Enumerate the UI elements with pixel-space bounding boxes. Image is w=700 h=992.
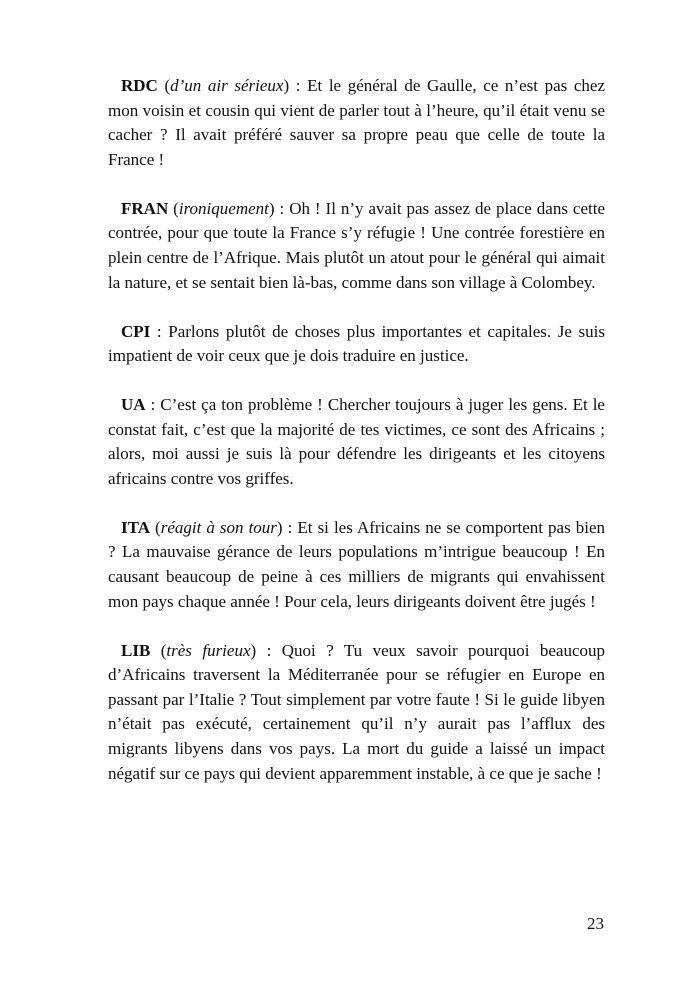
dialogue-text: C’est ça ton problème ! Chercher toujours à juger les gens. Et le constat fait, c’est que la majorité de tes victimes, ce sont des Africains ; alors, moi aussi je suis là pour défendre les dirigeants et les citoyens africains contre vos griffes. [108,395,605,488]
speaker-name: FRAN [121,198,169,218]
stage-direction: très furieux [166,640,251,660]
speaker-name: LIB [121,640,151,660]
dialogue-text: Oh ! Il n’y avait pas assez de place dans cette contrée, pour que toute la France s’y réfugie ! Une contrée forestière en plein centre de l’Afrique. Mais plutôt un atout pour le général qui aimait la nature, et se sentait bien là-bas, comme dans son village à Colombey. [108,198,605,292]
speaker-name: RDC [121,76,158,95]
stage-direction: d’un air sérieux [170,76,284,95]
stage-direction: ironiquement [178,198,269,218]
dialogue-body [108,74,605,811]
dialogue-paragraph: ITA (réagit à son tour) : Et si les Africains ne se comportent pas bien ? La mauvaise gérance de leurs populations m’intrigue beaucoup ! En causant beaucoup de peine à ces milliers de migrants qui envahissent mon pays chaque année ! Pour cela, leurs dirigeants doivent être jugés ! [108,517,606,611]
dialogue-paragraph: CPI : Parlons plutôt de choses plus importantes et capitales. Je suis impatient de voir ceux que je dois traduire en justice. [108,321,605,366]
speaker-name: CPI [121,321,151,341]
dialogue-paragraph: RDC (d’un air sérieux) : Et le général de Gaulle, ce n’est pas chez mon voisin et cousin qui vient de parler tout à l’heure, qu’il était venu se cacher ? Il avait préféré sauver sa propre peau que celle de toute la France ! [108,76,605,169]
dialogue-text: Quoi ? Tu veux savoir pourquoi beaucoup d’Africains traversent la Méditerranée pour se réfugier en Europe en passant par l’Italie ? Tout simplement par votre faute ! Si le guide libyen n’était pas exécuté, certainement qu’il n’y aurait pas l’afflux des migrants libyens dans vos pays. La mort du guide a laissé un impact négatif sur ce pays qui devient apparemment instable, à ce que je sache ! [108,640,606,783]
stage-direction: réagit à son tour [160,517,277,537]
page-number: 23 [587,914,604,933]
dialogue-text: Et si les Africains ne se comportent pas bien ? La mauvaise gérance de leurs populations m’intrigue beaucoup ! En causant beaucoup de peine à ces milliers de migrants qui envahissent mon pays chaque année ! Pour cela, leurs dirigeants doivent être jugés ! [108,517,606,611]
dialogue-paragraph: LIB (très furieux) : Quoi ? Tu veux savoir pourquoi beaucoup d’Africains traversent la Méditerranée pour se réfugier en Europe en passant par l’Italie ? Tout simplement par votre faute ! Si le guide libyen n’était pas exécuté, certainement qu’il n’y aurait pas l’afflux des migrants libyens dans vos pays. La mort du guide a laissé un impact négatif sur ce pays qui devient apparemment instable, à ce que je sache ! [108,640,606,783]
dialogue-paragraph: FRAN (ironiquement) : Oh ! Il n’y avait pas assez de place dans cette contrée, pour que toute la France s’y réfugie ! Une contrée forestière en plein centre de l’Afrique. Mais plutôt un atout pour le général qui aimait la nature, et se sentait bien là-bas, comme dans son village à Colombey. [108,198,605,292]
dialogue-paragraph: UA : C’est ça ton problème ! Chercher toujours à juger les gens. Et le constat fait, c’est que la majorité de tes victimes, ce sont des Africains ; alors, moi aussi je suis là pour défendre les dirigeants et les citoyens africains contre vos griffes. [108,395,605,488]
speaker-name: UA [121,395,146,415]
speaker-name: ITA [121,517,150,537]
dialogue-text: Parlons plutôt de choses plus importantes et capitales. Je suis impatient de voir ceux que je dois traduire en justice. [108,321,605,366]
dialogue-text: Et le général de Gaulle, ce n’est pas chez mon voisin et cousin qui vient de parler tout à l’heure, qu’il était venu se cacher ? Il avait préféré sauver sa propre peau que celle de toute la France ! [108,76,605,169]
